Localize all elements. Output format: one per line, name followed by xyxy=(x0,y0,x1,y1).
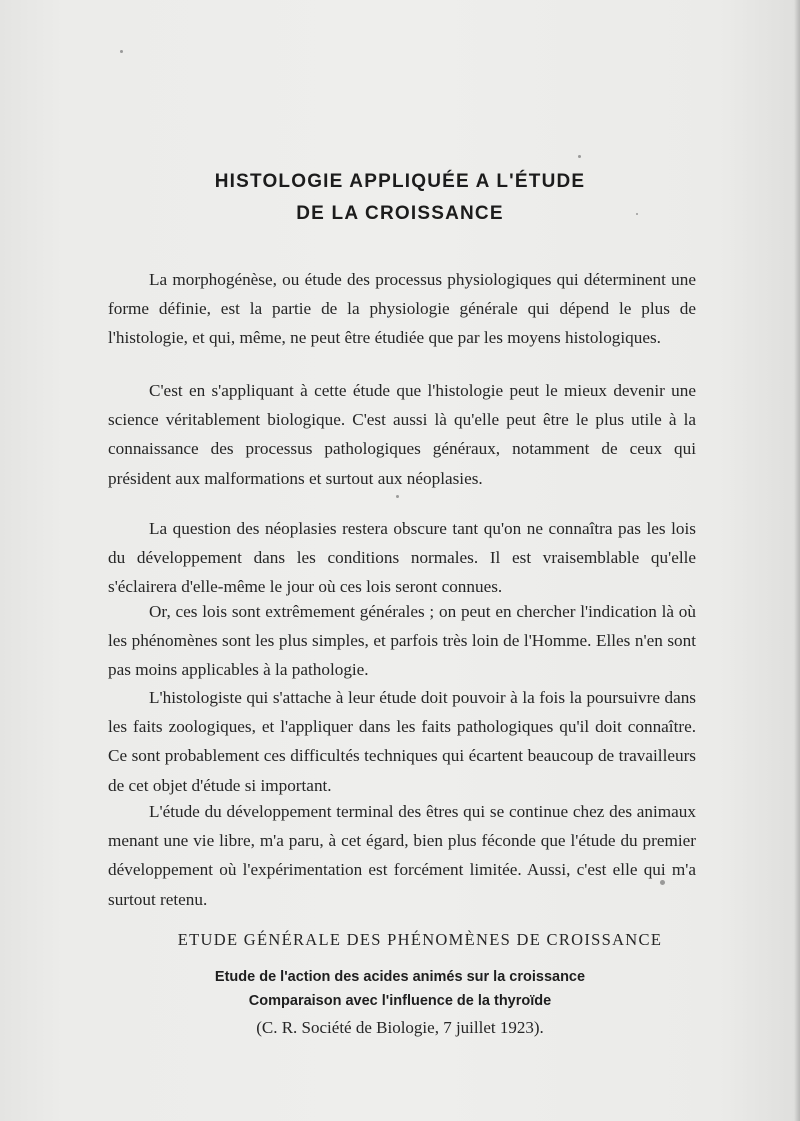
page-title-line-2: DE LA CROISSANCE xyxy=(296,203,504,224)
paragraph-text: L'histologiste qui s'attache à leur étude doit pouvoir à la fois la poursuivre dans les faits zoologiques, et l'appliquer dans les faits pathologiques qu'il doit connaître. Ce sont probablement ces difficultés techniques qui écartent beaucoup de travailleurs de cet objet d'étude si important. xyxy=(108,688,696,795)
citation: (C. R. Société de Biologie, 7 juillet 1923). xyxy=(256,1018,544,1037)
paragraph-text: C'est en s'appliquant à cette étude que l'histologie peut le mieux devenir une science véritablement biologique. C'est aussi là qu'elle peut être le plus utile à la connaissance des processus pathologiques généraux, notamment de ceux qui président aux malformations et surtout aux néoplasies. xyxy=(108,381,696,488)
section-heading: ETUDE GÉNÉRALE DES PHÉNOMÈNES DE CROISSANCE xyxy=(177,930,663,949)
paragraph-3 xyxy=(108,514,696,602)
paragraph-text: La question des néoplasies restera obscure tant qu'on ne connaîtra pas les lois du développement dans les conditions normales. Il est vraisemblable qu'elle s'éclairera d'elle-même le jour où ces lois seront connues. xyxy=(108,519,696,597)
section-subtitle-2: Comparaison avec l'influence de la thyroïde xyxy=(248,993,552,1009)
page-edge-shadow xyxy=(794,0,800,1121)
paper-speck xyxy=(120,50,123,53)
paragraph-text: Or, ces lois sont extrêmement générales ; on peut en chercher l'indication là où les phénomènes sont les plus simples, et parfois très loin de l'Homme. Elles n'en sont pas moins applicables à la pathologie. xyxy=(108,602,696,680)
paragraph-4 xyxy=(108,597,696,685)
paragraph-5 xyxy=(108,683,696,800)
paragraph-text: La morphogénèse, ou étude des processus physiologiques qui déterminent une forme définie, est la partie de la physiologie générale qui dépend le plus de l'histologie, et qui, même, ne peut être étudiée que par les moyens histologiques. xyxy=(108,270,696,348)
paper-speck xyxy=(396,495,399,498)
paper-speck xyxy=(578,155,581,158)
page-title-line-1: HISTOLOGIE APPLIQUÉE A L'ÉTUDE xyxy=(214,171,586,192)
section-subtitle-1: Etude de l'action des acides animés sur la croissance xyxy=(214,969,586,985)
paragraph-1 xyxy=(108,265,696,353)
paragraph-2 xyxy=(108,376,696,493)
paragraph-text: L'étude du développement terminal des êtres qui se continue chez des animaux menant une vie libre, m'a paru, à cet égard, bien plus féconde que l'étude du premier développement où l'expérimentation est forcément limitée. Aussi, c'est elle qui m'a surtout retenu. xyxy=(108,802,696,909)
paragraph-6 xyxy=(108,797,696,914)
